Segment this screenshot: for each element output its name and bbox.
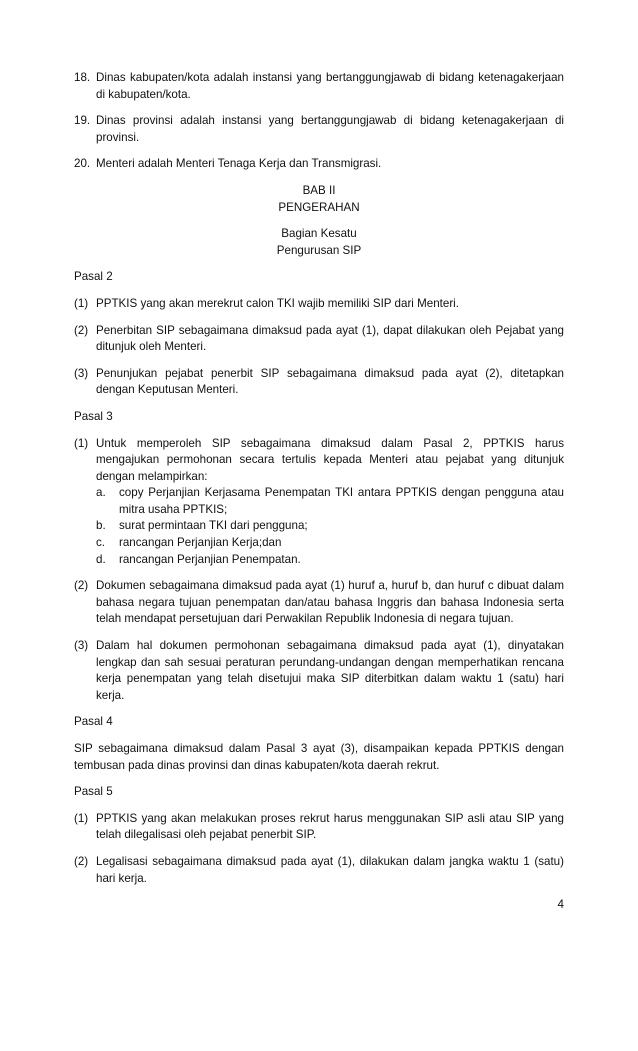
bagian-title: Pengurusan SIP xyxy=(276,243,362,257)
pasal-3-ayat-3 xyxy=(74,638,564,704)
page-number: 4 xyxy=(557,898,564,911)
item-text: PPTKIS yang akan merekrut calon TKI wajib memiliki SIP dari Menteri. xyxy=(96,296,459,310)
item-text: Legalisasi sebagaimana dimaksud pada ayat (1), dilakukan dalam jangka waktu 1 (satu) hari kerja. xyxy=(96,854,564,885)
item-number: (2) xyxy=(74,854,89,868)
sub-item-letter: a. xyxy=(96,486,106,500)
bab-number: BAB II xyxy=(302,183,336,197)
sub-item-letter: c. xyxy=(96,536,106,550)
sub-item-d xyxy=(96,552,564,569)
item-number: 20. xyxy=(74,157,91,171)
definition-20 xyxy=(74,156,564,173)
bab-title: PENGERAHAN xyxy=(278,200,360,214)
sub-item-text: rancangan Perjanjian Penempatan. xyxy=(119,552,301,566)
sub-item-letter: d. xyxy=(96,552,106,566)
page-content xyxy=(74,70,564,887)
sub-item-text: copy Perjanjian Kerjasama Penempatan TKI antara PPTKIS dengan pengguna atau mitra usaha PPTKIS; xyxy=(119,486,564,516)
item-text: Penunjukan pejabat penerbit SIP sebagaimana dimaksud pada ayat (2), ditetapkan dengan Keputusan Menteri. xyxy=(96,366,564,397)
sub-item-c xyxy=(96,535,564,552)
pasal-4-text: SIP sebagaimana dimaksud dalam Pasal 3 ayat (3), disampaikan kepada PPTKIS dengan tembusan pada dinas provinsi dan dinas kabupaten/kota daerah rekrut. xyxy=(74,742,564,772)
item-text: Dokumen sebagaimana dimaksud pada ayat (1) huruf a, huruf b, dan huruf c dibuat dalam bahasa negara tujuan penempatan dan/atau bahasa Inggris dan bahasa Indonesia serta telah mendapat persetujuan dari Perwakilan Republik Indonesia di negara tujuan. xyxy=(96,579,564,626)
item-number: (1) xyxy=(74,436,89,450)
item-text: Dinas provinsi adalah instansi yang bertanggungjawab di bidang ketenagakerjaan di provinsi. xyxy=(96,114,564,144)
item-number: (2) xyxy=(74,579,89,593)
item-text: Untuk memperoleh SIP sebagaimana dimaksud dalam Pasal 2, PPTKIS harus mengajukan permohonan secara tertulis kepada Menteri atau pejabat yang ditunjuk dengan melampirkan: xyxy=(96,436,564,483)
pasal-5-ayat-1 xyxy=(74,811,564,844)
pasal-2-ayat-1 xyxy=(74,296,564,313)
item-text: Penerbitan SIP sebagaimana dimaksud pada ayat (1), dapat dilakukan oleh Pejabat yang ditunjuk oleh Menteri. xyxy=(96,323,564,354)
item-text: Dinas kabupaten/kota adalah instansi yang bertanggungjawab di bidang ketenagakerjaan di kabupaten/kota. xyxy=(96,71,564,101)
pasal-2-heading: Pasal 2 xyxy=(74,270,113,284)
item-number: 18. xyxy=(74,71,91,84)
pasal-4-heading: Pasal 4 xyxy=(74,715,113,729)
sub-item-text: rancangan Perjanjian Kerja;dan xyxy=(119,536,282,550)
sub-item-text: surat permintaan TKI dari pengguna; xyxy=(119,519,308,533)
sub-item-a xyxy=(96,485,564,518)
pasal-3-heading: Pasal 3 xyxy=(74,409,113,423)
pasal-5-ayat-2 xyxy=(74,854,564,887)
item-number: (2) xyxy=(74,323,89,337)
sub-item-b xyxy=(96,518,564,535)
item-number: 19. xyxy=(74,114,91,128)
sub-item-letter: b. xyxy=(96,519,106,533)
pasal-3-ayat-2 xyxy=(74,578,564,628)
pasal-2-ayat-3 xyxy=(74,366,564,399)
item-text: Dalam hal dokumen permohonan sebagaimana dimaksud pada ayat (1), dinyatakan lengkap dan sah sesuai peraturan perundang-undangan dengan memperhatikan rencana kerja penempatan yang telah disetujui maka SIP diterbitkan dalam waktu 1 (satu) hari kerja. xyxy=(96,639,564,702)
definition-19 xyxy=(74,113,564,146)
item-number: (3) xyxy=(74,639,89,653)
bagian-number: Bagian Kesatu xyxy=(281,227,357,241)
item-text: PPTKIS yang akan melakukan proses rekrut harus menggunakan SIP asli atau SIP yang telah dilegalisasi oleh pejabat penerbit SIP. xyxy=(96,811,564,842)
pasal-2-ayat-2 xyxy=(74,323,564,356)
pasal-5-heading: Pasal 5 xyxy=(74,785,113,799)
definition-18 xyxy=(74,70,564,103)
item-number: (1) xyxy=(74,811,89,825)
item-number: (3) xyxy=(74,366,89,380)
item-text: Menteri adalah Menteri Tenaga Kerja dan Transmigrasi. xyxy=(96,157,382,171)
item-number: (1) xyxy=(74,296,89,310)
pasal-3-ayat-1 xyxy=(74,436,564,569)
